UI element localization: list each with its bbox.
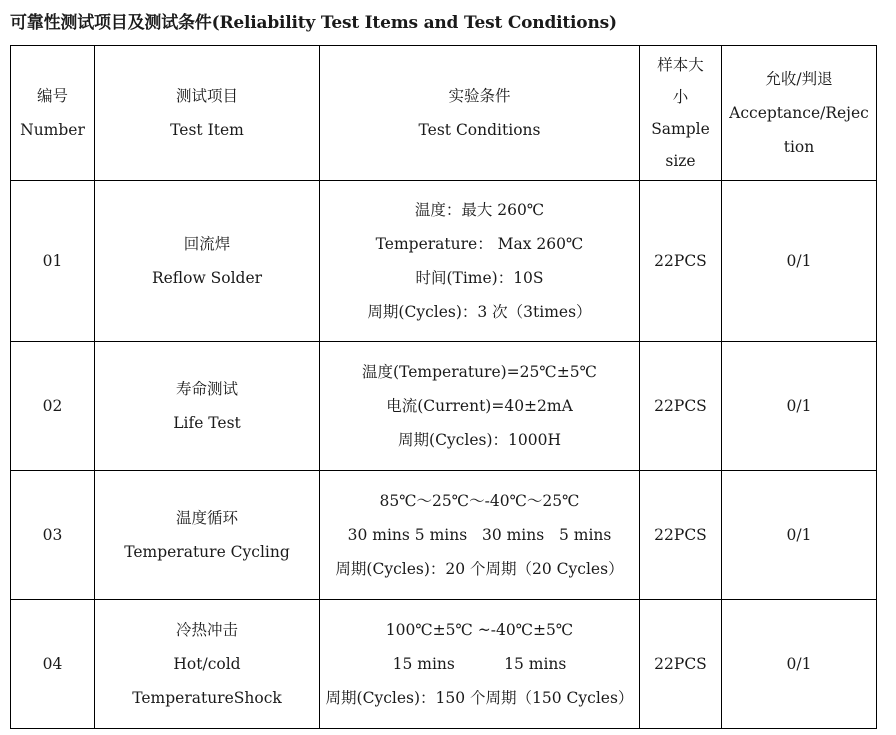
row-acceptance: 0/1 <box>722 471 877 600</box>
reliability-table <box>10 45 877 729</box>
row-test-conditions: 温度(Temperature)=25℃±5℃ 电流(Current)=40±2mA 周期(Cycles)：1000H <box>320 342 640 471</box>
row-sample-size: 22PCS <box>640 181 722 342</box>
row-test-item: 冷热冲击 Hot/cold TemperatureShock <box>95 600 320 729</box>
header-test-conditions: 实验条件 Test Conditions <box>320 46 640 181</box>
table-row <box>11 471 877 600</box>
header-acceptance-rejection: 允收/判退 Acceptance/Rejec tion <box>722 46 877 181</box>
row-acceptance: 0/1 <box>722 342 877 471</box>
row-test-item: 寿命测试 Life Test <box>95 342 320 471</box>
header-number: 编号 Number <box>11 46 95 181</box>
row-sample-size: 22PCS <box>640 471 722 600</box>
row-test-item: 温度循环 Temperature Cycling <box>95 471 320 600</box>
row-test-item: 回流焊 Reflow Solder <box>95 181 320 342</box>
row-number: 04 <box>11 600 95 729</box>
document-title: 可靠性测试项目及测试条件(Reliability Test Items and Test Conditions) <box>10 13 617 33</box>
table-row <box>11 342 877 471</box>
row-number: 01 <box>11 181 95 342</box>
row-acceptance: 0/1 <box>722 181 877 342</box>
row-test-conditions: 温度：最大 260℃ Temperature： Max 260℃ 时间(Time)：10S 周期(Cycles)：3 次（3times） <box>320 181 640 342</box>
header-test-item: 测试项目 Test Item <box>95 46 320 181</box>
table-row <box>11 600 877 729</box>
row-sample-size: 22PCS <box>640 342 722 471</box>
row-test-conditions: 100℃±5℃ ~-40℃±5℃ 15 mins 15 mins 周期(Cycles)：150 个周期（150 Cycles） <box>320 600 640 729</box>
row-test-conditions: 85℃～25℃～-40℃～25℃ 30 mins 5 mins 30 mins 5 mins 周期(Cycles)：20 个周期（20 Cycles） <box>320 471 640 600</box>
header-sample-size: 样本大 小 Sample size <box>640 46 722 181</box>
row-number: 02 <box>11 342 95 471</box>
table-row <box>11 181 877 342</box>
header-row <box>11 46 877 181</box>
row-number: 03 <box>11 471 95 600</box>
row-acceptance: 0/1 <box>722 600 877 729</box>
row-sample-size: 22PCS <box>640 600 722 729</box>
